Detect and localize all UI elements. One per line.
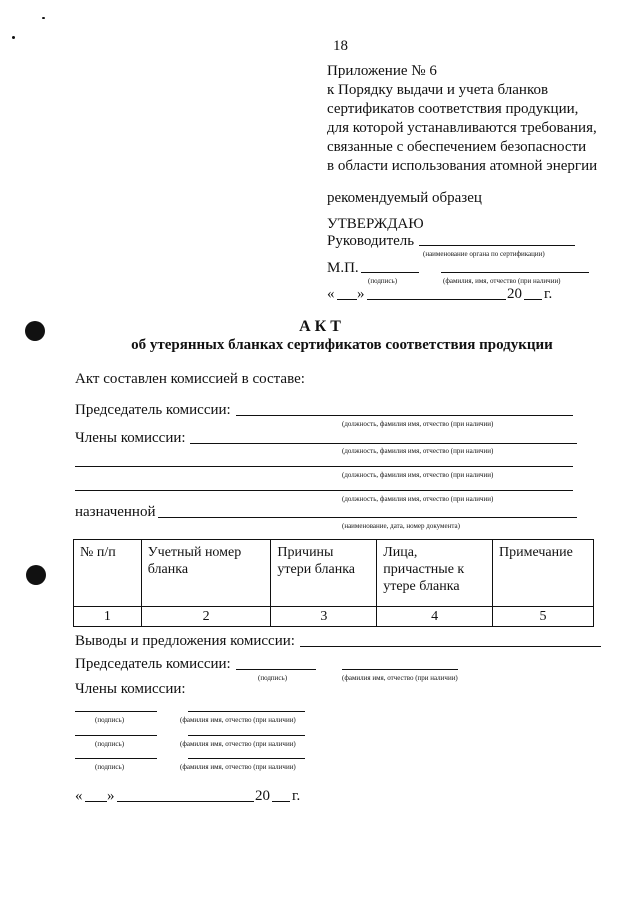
annex-line: в области использования атомной энергии [327, 158, 598, 174]
date-open-quote: « [327, 286, 335, 302]
lost-blanks-table [73, 539, 594, 627]
month-line [367, 299, 506, 300]
member-fio-line [188, 735, 305, 736]
chairman-label: Председатель комиссии: [75, 402, 231, 418]
appointed-label: назначенной [75, 504, 156, 520]
chairman-hint: (должность, фамилия имя, отчество (при наличии) [342, 420, 494, 428]
year-suffix: г. [544, 286, 553, 302]
table-header-cell: Примечание [493, 540, 594, 607]
member-fio-hint: (фамилия имя, отчество (при наличии) [180, 716, 296, 724]
footer-chairman-sign-hint: (подпись) [258, 674, 288, 682]
signature-line [361, 272, 419, 273]
member-hint-1: (должность, фамилия имя, отчество (при наличии) [342, 447, 494, 455]
member-line-2 [75, 466, 573, 467]
fio-line [441, 272, 589, 273]
chairman-line [236, 415, 573, 416]
annex-line: Приложение № 6 [327, 63, 437, 79]
sample-note: рекомендуемый образец [327, 190, 482, 206]
table-header-cell: Учетный номер бланка [141, 540, 271, 607]
head-field-hint: (наименование органа по сертификации) [423, 250, 545, 258]
footer-date-close-quote: » [107, 788, 115, 804]
stamp-label: М.П. [327, 260, 359, 276]
date-close-quote: » [357, 286, 365, 302]
footer-month-line [117, 801, 254, 802]
annex-line: для которой устанавливаются требования, [327, 120, 597, 136]
member-hint-3: (должность, фамилия имя, отчество (при наличии) [342, 495, 494, 503]
table-number-cell: 4 [377, 607, 493, 627]
head-field-line [419, 245, 575, 246]
table-number-row [74, 607, 594, 627]
head-label: Руководитель [327, 233, 415, 249]
annex-line: связанные с обеспечением безопасности [327, 139, 587, 155]
footer-chairman-label: Председатель комиссии: [75, 656, 231, 672]
member-sign-hint: (подпись) [95, 763, 125, 771]
member-sign-hint: (подпись) [95, 716, 125, 724]
annex-line: к Порядку выдачи и учета бланков [327, 82, 549, 98]
composed-text: Акт составлен комиссией в составе: [75, 371, 305, 387]
member-line-3 [75, 490, 573, 491]
table-header-cell: Лица, причастные к утере бланка [377, 540, 493, 607]
appointed-line [158, 517, 577, 518]
scan-mark [12, 36, 15, 39]
table-header-cell: № п/п [74, 540, 142, 607]
footer-date-open-quote: « [75, 788, 83, 804]
year-line [524, 299, 542, 300]
footer-year-suffix: г. [292, 788, 301, 804]
member-sign-hint: (подпись) [95, 740, 125, 748]
member-line-1 [190, 443, 577, 444]
fio-hint: (фамилия, имя, отчество (при наличии) [443, 277, 561, 285]
footer-year-prefix: 20 [255, 788, 270, 804]
table-header-row [74, 540, 594, 607]
footer-day-line [85, 801, 107, 802]
member-fio-hint: (фамилия имя, отчество (при наличии) [180, 740, 296, 748]
member-sign-line [75, 711, 157, 712]
page-number: 18 [333, 38, 348, 54]
member-fio-line [188, 758, 305, 759]
conclusions-label: Выводы и предложения комиссии: [75, 633, 295, 649]
annex-line: сертификатов соответствия продукции, [327, 101, 579, 117]
table-number-cell: 2 [141, 607, 271, 627]
table-number-cell: 3 [271, 607, 377, 627]
member-sign-line [75, 735, 157, 736]
footer-chairman-fio-line [342, 669, 458, 670]
act-subtitle: об утерянных бланках сертификатов соответствия продукции [131, 337, 553, 353]
footer-year-line [272, 801, 290, 802]
approve-heading: УТВЕРЖДАЮ [327, 216, 424, 232]
day-line [337, 299, 357, 300]
footer-chairman-sign-line [236, 669, 316, 670]
appointed-hint: (наименование, дата, номер документа) [342, 522, 460, 530]
conclusions-line [300, 646, 601, 647]
member-hint-2: (должность, фамилия имя, отчество (при наличии) [342, 471, 494, 479]
table-number-cell: 5 [493, 607, 594, 627]
punch-hole [26, 565, 46, 585]
signature-hint: (подпись) [368, 277, 398, 285]
table-header-cell: Причины утери бланка [271, 540, 377, 607]
footer-members-label: Члены комиссии: [75, 681, 186, 697]
member-sign-line [75, 758, 157, 759]
table-number-cell: 1 [74, 607, 142, 627]
year-prefix: 20 [507, 286, 522, 302]
footer-chairman-fio-hint: (фамилия имя, отчество (при наличии) [342, 674, 458, 682]
member-fio-line [188, 711, 305, 712]
members-label: Члены комиссии: [75, 430, 186, 446]
act-title: А К Т [299, 318, 341, 335]
member-fio-hint: (фамилия имя, отчество (при наличии) [180, 763, 296, 771]
scan-mark [42, 17, 45, 19]
